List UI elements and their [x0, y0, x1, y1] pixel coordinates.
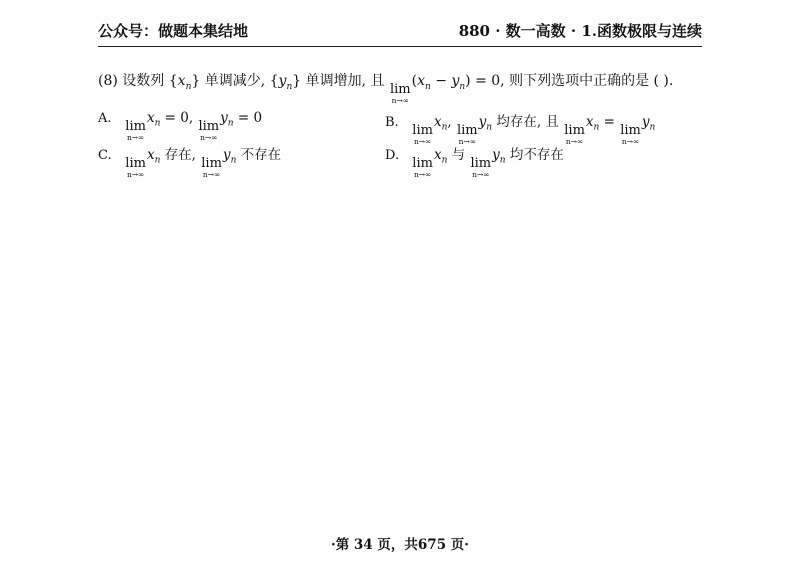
- page-header: [98, 20, 702, 47]
- option-c[interactable]: C. lim n→∞ $x_n$ 存在, lim n→∞ $y_n$ 不存在: [98, 147, 282, 179]
- limit-operator: lim n→∞: [389, 82, 411, 105]
- limit-operator: lim n→∞: [620, 123, 641, 146]
- option-letter: C.: [98, 148, 112, 163]
- limit-operator: lim n→∞: [456, 123, 478, 146]
- option-letter: D.: [385, 148, 400, 163]
- option-letter: B.: [385, 115, 399, 130]
- limit-operator: lim n→∞: [125, 119, 146, 142]
- question-number: (8): [98, 73, 118, 89]
- limit-operator: lim n→∞: [470, 156, 492, 179]
- option-letter: A.: [98, 111, 112, 126]
- question-text: (8) 设数列 $\{x_n\}$ 单调减少, $\{y_n\}$ 单调增加, 且 lim n→∞ $(x_n - y_n) = 0$, 则下列选项中正确的是 ( ).: [98, 73, 674, 105]
- limit-operator: lim n→∞: [198, 119, 220, 142]
- limit-operator: lim n→∞: [564, 123, 585, 146]
- header-source: 公众号：做题本集结地: [98, 22, 249, 40]
- option-d[interactable]: D. lim n→∞ $x_n$ 与 lim n→∞ $y_n$ 均不存在: [385, 147, 564, 179]
- limit-operator: lim n→∞: [201, 156, 222, 179]
- limit-operator: lim n→∞: [125, 156, 146, 179]
- option-b[interactable]: B. lim n→∞ $x_n$, lim n→∞ $y_n$ 均存在, 且 lim n→∞ $x_n$ = lim n→∞ $y_n$: [385, 114, 656, 146]
- header-chapter: 880 · 数一高数 · 1.函数极限与连续: [458, 22, 702, 40]
- page-footer: ·第 34 页，共675 页·: [331, 537, 469, 553]
- limit-operator: lim n→∞: [412, 123, 433, 146]
- option-a[interactable]: A. lim n→∞ $x_n = 0$, lim n→∞ $y_n = 0$: [98, 110, 263, 142]
- limit-operator: lim n→∞: [412, 156, 433, 179]
